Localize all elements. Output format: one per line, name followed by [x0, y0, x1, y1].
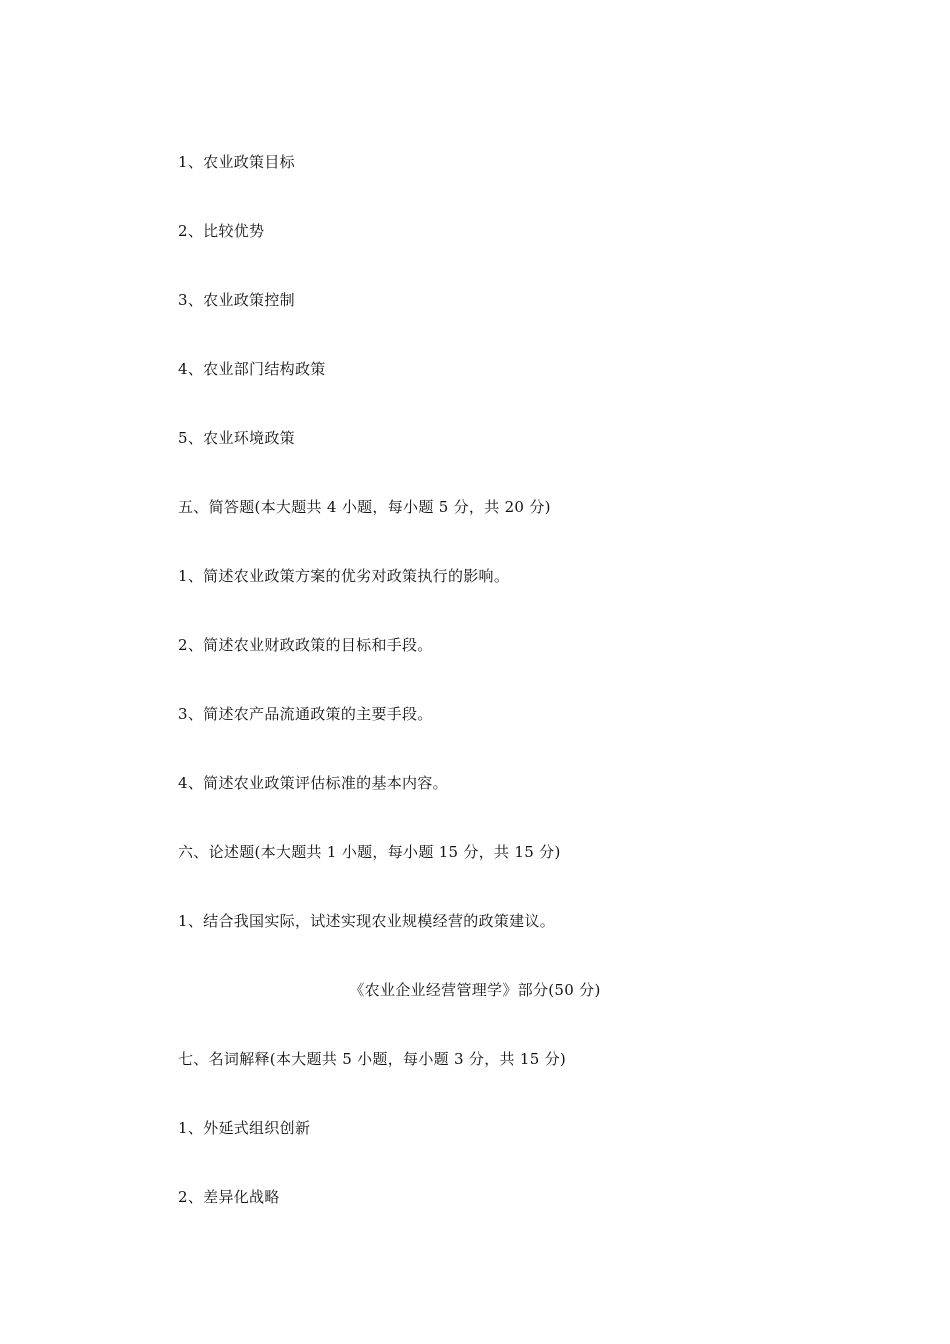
question-item-2: 2、简述农业财政政策的目标和手段。 — [178, 636, 433, 654]
term-item-5: 5、农业环境政策 — [178, 429, 295, 447]
term-item-1: 1、农业政策目标 — [178, 153, 295, 171]
term-item-3: 3、农业政策控制 — [178, 291, 295, 309]
section-heading-short-answer: 五、简答题(本大题共 4 小题，每小题 5 分，共 20 分) — [178, 498, 551, 516]
definition-item-1: 1、外延式组织创新 — [178, 1119, 311, 1137]
definition-item-2: 2、差异化战略 — [178, 1188, 280, 1206]
essay-question-1: 1、结合我国实际，试述实现农业规模经营的政策建议。 — [178, 912, 556, 930]
part-title: 《农业企业经营管理学》部分(50 分) — [349, 981, 601, 999]
question-item-1: 1、简述农业政策方案的优劣对政策执行的影响。 — [178, 567, 510, 585]
section-heading-definitions: 七、名词解释(本大题共 5 小题，每小题 3 分，共 15 分) — [178, 1050, 567, 1068]
term-item-2: 2、比较优势 — [178, 222, 265, 240]
term-item-4: 4、农业部门结构政策 — [178, 360, 326, 378]
question-item-3: 3、简述农产品流通政策的主要手段。 — [178, 705, 433, 723]
section-heading-essay: 六、论述题(本大题共 1 小题，每小题 15 分，共 15 分) — [178, 843, 561, 861]
question-item-4: 4、简述农业政策评估标准的基本内容。 — [178, 774, 448, 792]
